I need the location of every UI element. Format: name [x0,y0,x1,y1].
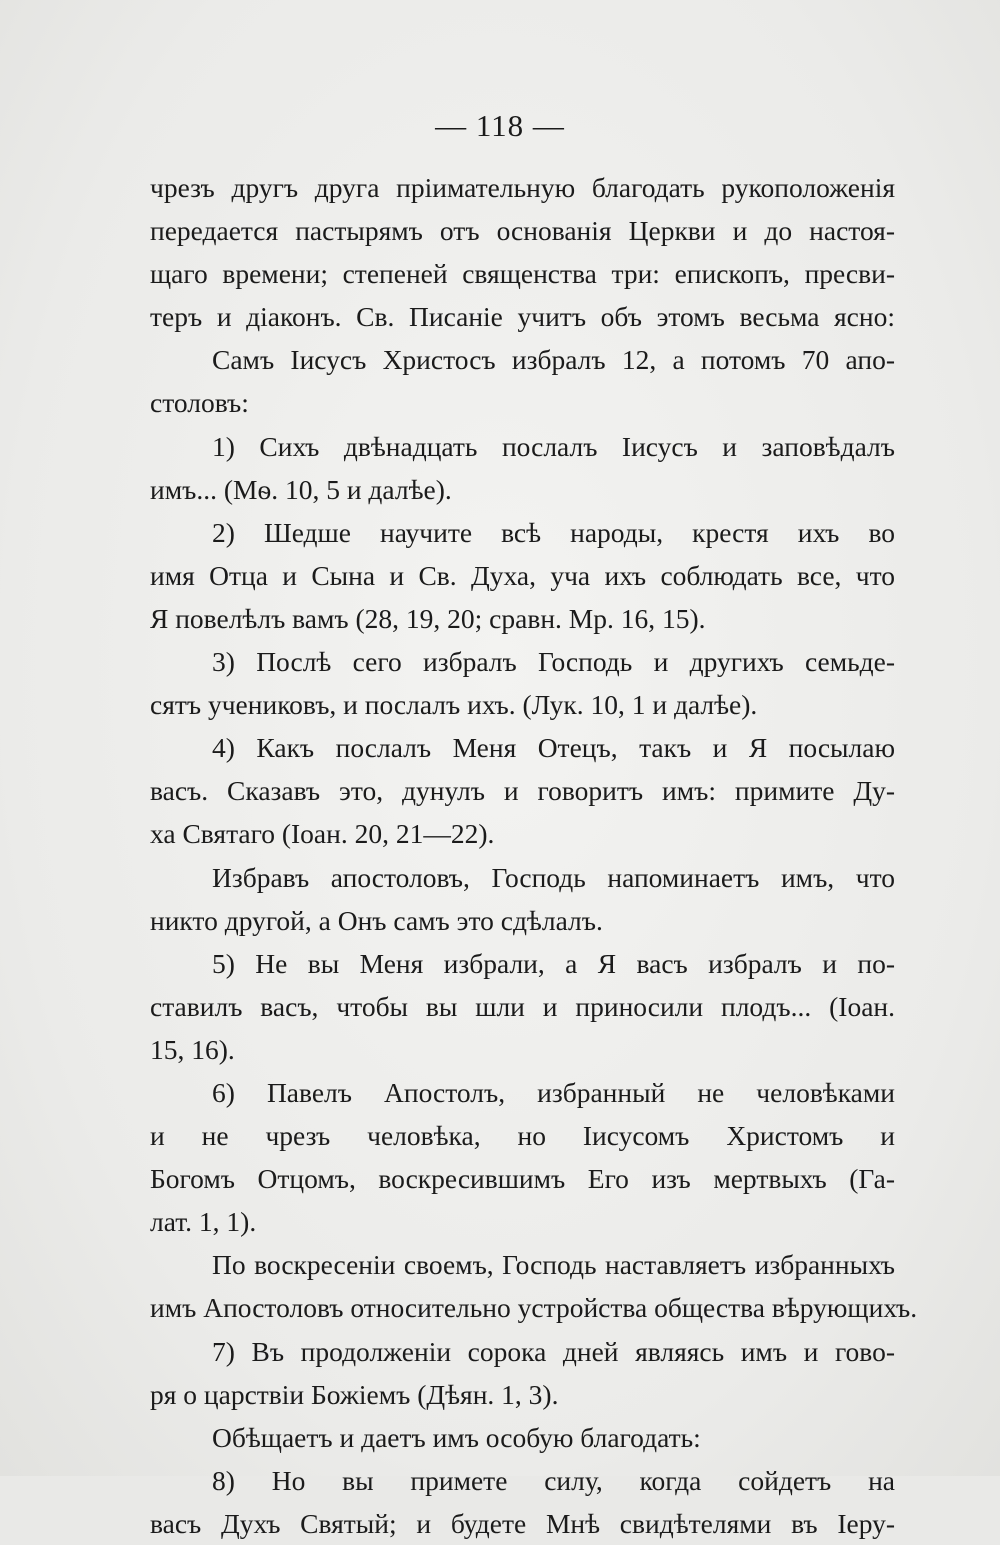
text-line: имя Отца и Сына и Св. Духа, уча ихъ соблюдать все, что [150,559,895,591]
text-line: Я повелѣлъ вамъ (28, 19, 20; сравн. Мр. 16, 15). [150,602,706,634]
text-line: васъ Духъ Святый; и будете Мнѣ свидѣтелями въ Іеру- [150,1507,895,1539]
text-line: Самъ Іисусъ Христосъ избралъ 12, а потомъ 70 апо- [212,344,895,376]
text-line: 4) Какъ послалъ Меня Отецъ, такъ и Я посылаю [212,732,895,764]
text-line: 15, 16). [150,1033,235,1065]
text-line: 2) Шедше научите всѣ народы, крестя ихъ во [212,516,895,548]
text-line: передается пастырямъ отъ основанія Церкви и до настоя- [150,215,895,247]
text-line: 1) Сихъ двѣнадцать послалъ Іисусъ и заповѣдалъ [212,430,895,462]
text-line: ря о царствіи Божіемъ (Дѣян. 1, 3). [150,1378,559,1410]
text-line: 6) Павелъ Апостолъ, избранный не человѣками [212,1076,895,1108]
text-line: сятъ учениковъ, и послалъ ихъ. (Лук. 10, 1 и далѣе). [150,689,758,721]
text-line: и не чрезъ человѣка, но Іисусомъ Христомъ и [150,1120,895,1152]
text-line: ха Святаго (Іоан. 20, 21—22). [150,818,495,850]
text-line: никто другой, а Онъ самъ это сдѣлалъ. [150,904,603,936]
text-line: столовъ: [150,387,249,419]
text-line: ставилъ васъ, чтобы вы шли и приносили плодъ... (Іоан. [150,990,895,1022]
text-line: щаго времени; степеней священства три: епископъ, пресви- [150,258,895,290]
text-line: 5) Не вы Меня избрали, а Я васъ избралъ и по- [212,947,895,979]
text-line: Богомъ Отцомъ, воскресившимъ Его изъ мертвыхъ (Га- [150,1163,895,1195]
text-line: 8) Но вы примете силу, когда сойдетъ на [212,1464,895,1496]
text-line: 7) Въ продолженіи сорока дней являясь имъ и гово- [212,1335,895,1367]
text-line: имъ... (Мѳ. 10, 5 и далѣе). [150,473,452,505]
text-line: Избравъ апостоловъ, Господь напоминаетъ имъ, что [212,861,895,893]
text-line: васъ. Сказавъ это, дунулъ и говоритъ имъ: примите Ду- [150,775,895,807]
body-text [150,166,918,1545]
text-line: 3) Послѣ сего избралъ Господь и другихъ семьде- [212,646,895,678]
page-number: — 118 — [435,108,565,143]
text-line: имъ Апостоловъ относительно устройства общества вѣрующихъ. [150,1292,918,1324]
text-line: По воскресеніи своемъ, Господь наставляетъ избранныхъ [212,1249,895,1281]
text-line: теръ и діаконъ. Св. Писаніе учитъ объ этомъ весьма ясно: [150,301,895,333]
text-line: лат. 1, 1). [150,1206,257,1238]
text-line: чрезъ другъ друга пріимательную благодать рукоположенія [150,172,895,203]
text-line: Обѣщаетъ и даетъ имъ особую благодать: [212,1421,701,1453]
